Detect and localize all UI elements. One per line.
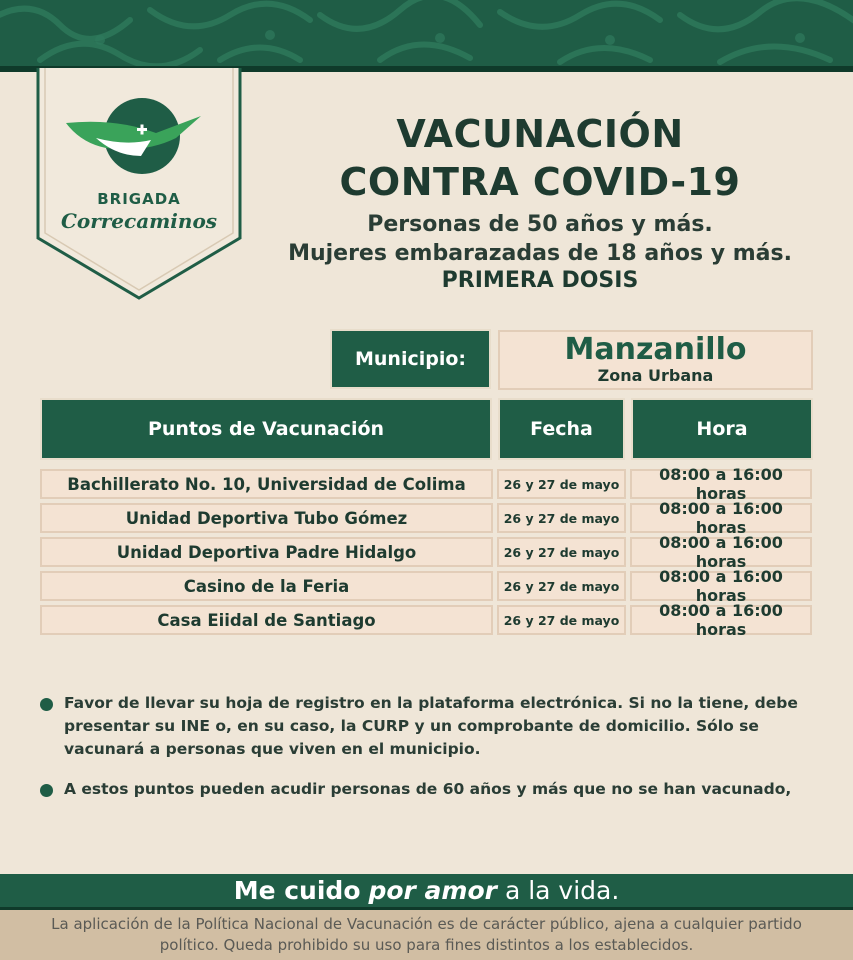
badge-shield — [36, 68, 242, 300]
row-date: 26 y 27 de mayo — [497, 469, 626, 499]
brand-line2: Correcaminos — [60, 209, 218, 233]
header-puntos: Puntos de Vacunación — [40, 398, 492, 460]
row-place: Unidad Deportiva Padre Hidalgo — [40, 537, 493, 567]
row-place: Casino de la Feria — [40, 571, 493, 601]
title-line1: VACUNACIÓN — [396, 112, 684, 156]
municipio-label: Municipio: — [330, 329, 491, 389]
title-line2: CONTRA COVID-19 — [339, 160, 741, 204]
slogan-part3: a la vida. — [504, 876, 620, 905]
slogan-part1: Me cuido — [233, 876, 361, 905]
row-date: 26 y 27 de mayo — [497, 503, 626, 533]
brigada-badge — [36, 68, 242, 300]
municipio-box — [498, 330, 813, 390]
row-date: 26 y 27 de mayo — [497, 605, 626, 635]
header-hora: Hora — [631, 398, 813, 460]
row-date: 26 y 27 de mayo — [497, 537, 626, 567]
municipio-name: Manzanillo — [564, 332, 747, 367]
note-age60: A estos puntos pueden acudir personas de 60 años y más que no se han vacunado, — [64, 780, 792, 798]
row-time: 08:00 a 16:00 horas — [630, 503, 812, 533]
note-registration: Favor de llevar su hoja de registro en la plataforma electrónica. Si no la tiene, debe presentar su INE o, en su caso, la CURP y un comprobante de domicilio. Sólo se vacunará a personas que viven en el municipio. — [64, 694, 798, 758]
top-pattern-band — [0, 0, 853, 68]
pattern-decoration — [0, 0, 853, 68]
row-place: Unidad Deportiva Tubo Gómez — [40, 503, 493, 533]
row-date: 26 y 27 de mayo — [497, 571, 626, 601]
row-time: 08:00 a 16:00 horas — [630, 571, 812, 601]
row-time: 08:00 a 16:00 horas — [630, 469, 812, 499]
row-place: Bachillerato No. 10, Universidad de Colima — [40, 469, 493, 499]
slogan — [0, 874, 853, 908]
row-time: 08:00 a 16:00 horas — [630, 605, 812, 635]
bullet-icon — [40, 784, 53, 797]
subtitle-line2: Mujeres embarazadas de 18 años y más. — [288, 241, 792, 266]
row-time: 08:00 a 16:00 horas — [630, 537, 812, 567]
subtitle-line1: Personas de 50 años y más. — [367, 212, 713, 237]
header-fecha: Fecha — [498, 398, 625, 460]
bullet-icon — [40, 698, 53, 711]
brand-line1: BRIGADA — [97, 190, 181, 208]
slogan-part2: por amor — [368, 876, 497, 905]
municipio-zone: Zona Urbana — [597, 366, 714, 385]
legal-notice: La aplicación de la Política Nacional de Vacunación es de carácter público, ajena a cualquier partido político. Queda prohibido su uso para fines distintos a los establecidos. — [51, 915, 802, 954]
row-place: Casa Eiidal de Santiago — [40, 605, 493, 635]
dose-label: PRIMERA DOSIS — [441, 268, 639, 293]
